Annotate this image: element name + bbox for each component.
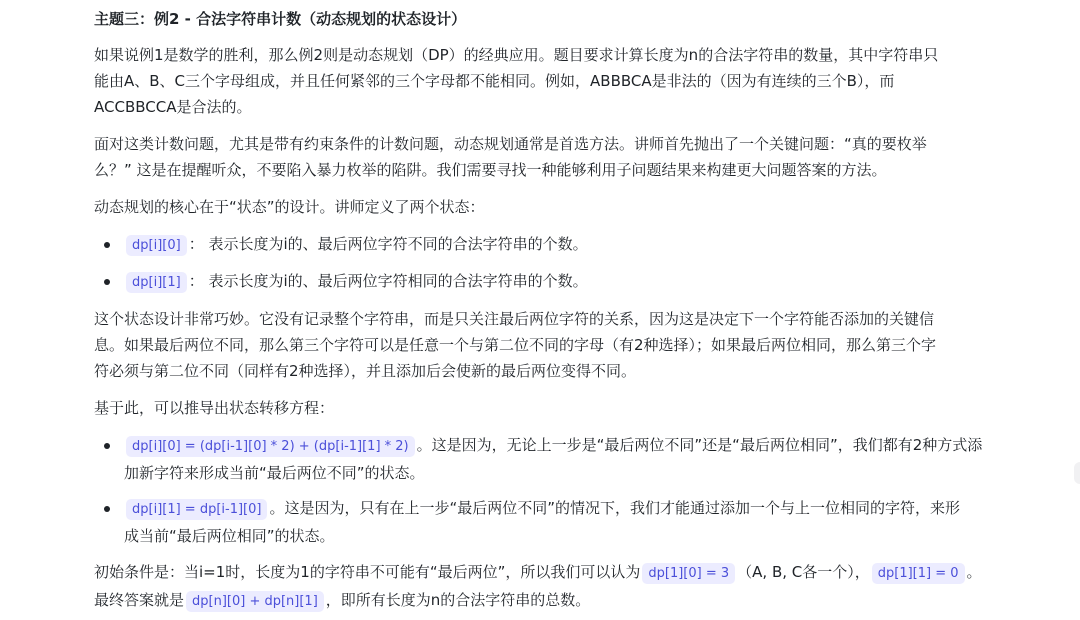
inline-code: dp[i][0] = (dp[i-1][0] * 2) + (dp[i-1][1] * 2)	[126, 436, 415, 457]
section-heading: 主题三：例2 - 合法字符串计数（动态规划的状态设计）	[94, 10, 467, 28]
transition-intro-paragraph	[94, 395, 954, 421]
transition-text: 。这是因为，只有在上一步“最后两位不同”的情况下，我们才能通过添加一个与上一位相同的字符，来形	[269, 499, 961, 517]
state-intro-paragraph	[94, 194, 954, 220]
state-description: ： 表示长度为i的、最后两位字符不同的合法字符串的个数。	[188, 235, 588, 253]
question-paragraph	[94, 131, 954, 183]
state-description: ： 表示长度为i的、最后两位字符相同的合法字符串的个数。	[188, 272, 588, 290]
explanation-paragraph	[94, 306, 954, 384]
inline-code: dp[i][0]	[126, 235, 187, 256]
bullet-dot-icon	[104, 279, 110, 285]
scroll-handle[interactable]	[1074, 462, 1080, 484]
bullet-dot-icon	[104, 506, 110, 512]
text-segment: 。	[966, 563, 982, 581]
inline-code: dp[1][0] = 3	[642, 563, 735, 584]
transition-text: 加新字符来形成当前“最后两位不同”的状态。	[124, 464, 425, 482]
text-line: 面对这类计数问题，尤其是带有约束条件的计数问题，动态规划通常是首选方法。讲师首先抛出了一个关键问题：“真的要枚举	[94, 135, 927, 153]
transition-text: 成当前“最后两位相同”的状态。	[124, 527, 335, 545]
text-line: 符必须与第二位不同（同样有2种选择），并且添加后会使新的最后两位变得不同。	[94, 362, 637, 380]
text-line: 基于此，可以推导出状态转移方程：	[94, 399, 335, 417]
inline-code: dp[i][1]	[126, 272, 187, 293]
text-segment: 最终答案就是	[94, 591, 185, 609]
text-line: 息。如果最后两位不同，那么第三个字符可以是任意一个与第二位不同的字母（有2种选择）；如果最后两位相同，那么第三个字	[94, 336, 937, 354]
text-line: 么？” 这是在提醒听众，不要陷入暴力枚举的陷阱。我们需要寻找一种能够利用子问题结果来构建更大问题答案的方法。	[94, 161, 887, 179]
text-segment: （A, B, C各一个），	[737, 563, 870, 581]
text-line: ACCBBCCA是合法的。	[94, 98, 252, 116]
text-line: 这个状态设计非常巧妙。它没有记录整个字符串，而是只关注最后两位字符的关系，因为这是决定下一个字符能否添加的关键信	[94, 310, 935, 328]
intro-paragraph	[94, 42, 954, 120]
transition-text: 。这是因为，无论上一步是“最后两位不同”还是“最后两位相同”，我们都有2种方式添	[416, 436, 983, 454]
text-segment: 初始条件是：当i=1时，长度为1的字符串不可能有“最后两位”，所以我们可以认为	[94, 563, 641, 581]
text-segment: ，即所有长度为n的合法字符串的总数。	[325, 591, 591, 609]
conclusion-paragraph	[94, 559, 982, 615]
bullet-dot-icon	[104, 443, 110, 449]
bullet-dot-icon	[104, 242, 110, 248]
text-line: 能由A、B、C三个字母组成，并且任何紧邻的三个字母都不能相同。例如，ABBBCA是非法的（因为有连续的三个B），而	[94, 72, 895, 90]
inline-code: dp[i][1] = dp[i-1][0]	[126, 499, 267, 520]
text-line: 动态规划的核心在于“状态”的设计。讲师定义了两个状态：	[94, 198, 485, 216]
text-line: 如果说例1是数学的胜利，那么例2则是动态规划（DP）的经典应用。题目要求计算长度为n的合法字符串的数量，其中字符串只	[94, 46, 939, 64]
inline-code: dp[1][1] = 0	[872, 563, 965, 584]
inline-code: dp[n][0] + dp[n][1]	[186, 591, 324, 612]
